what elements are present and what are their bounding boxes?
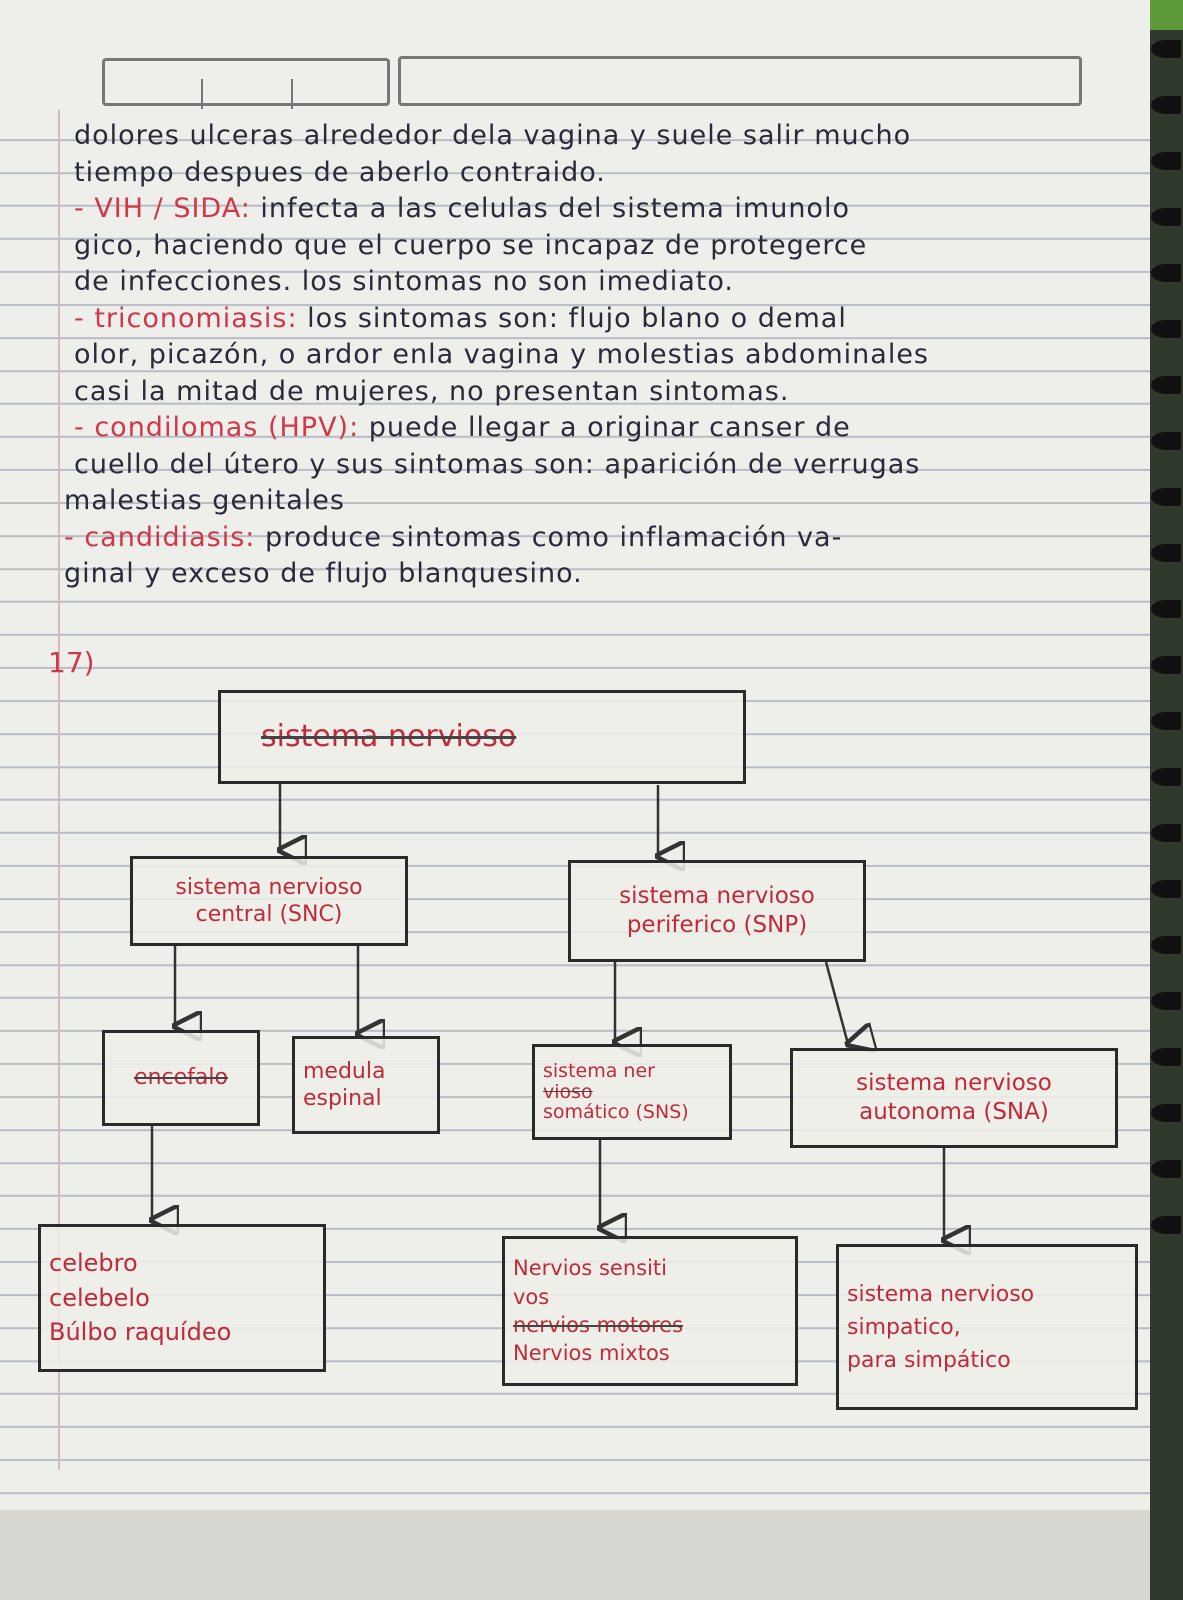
desk-edge	[1150, 0, 1183, 30]
node-label: somático (SNS)	[543, 1101, 689, 1124]
binding-ring	[1151, 656, 1181, 674]
node-sna	[790, 1048, 1118, 1148]
node-label: sistema nervioso	[175, 874, 363, 900]
node-label: medula	[303, 1058, 386, 1084]
node-label: sistema nervioso	[856, 1070, 1052, 1097]
node-medula	[292, 1036, 440, 1134]
note-text: malestias genitales	[64, 485, 345, 516]
node-nervous-system	[218, 690, 746, 784]
binding-ring	[1151, 264, 1181, 282]
node-label: sistema nervioso	[261, 719, 517, 755]
node-label: celebro	[49, 1248, 138, 1277]
node-label: Nervios mixtos	[513, 1341, 670, 1366]
note-term: - triconomiasis:	[74, 302, 308, 334]
binding-ring	[1151, 208, 1181, 226]
note-term: - candidiasis:	[64, 521, 265, 553]
node-snp	[568, 860, 866, 962]
spiral-binding	[1150, 40, 1183, 1440]
node-encefalo	[102, 1030, 260, 1126]
binding-ring	[1151, 1048, 1181, 1066]
node-encefalo-parts	[38, 1224, 326, 1372]
note-text: casi la mitad de mujeres, no presentan sintomas.	[74, 375, 790, 407]
node-label: espinal	[303, 1086, 382, 1111]
note-term: - VIH / SIDA:	[74, 193, 261, 224]
binding-ring	[1151, 768, 1181, 786]
note-text: produce sintomas como inflamación va-	[264, 521, 843, 553]
node-snc	[130, 856, 408, 946]
node-sna-parts	[836, 1244, 1138, 1410]
binding-ring	[1151, 40, 1181, 58]
node-label: nervios motores	[513, 1313, 684, 1337]
binding-ring	[1151, 320, 1181, 338]
node-label: sistema nervioso	[619, 883, 815, 910]
note-text: infecta a las celulas del sistema imunolo	[260, 193, 850, 224]
binding-ring	[1151, 992, 1181, 1010]
binding-ring	[1151, 152, 1181, 170]
node-label: Búlbo raquídeo	[49, 1318, 232, 1347]
binding-ring	[1151, 1216, 1181, 1234]
note-text: de infecciones. los sintomas no son imediato.	[74, 266, 734, 297]
note-text: los sintomas son: flujo blano o demal	[307, 302, 847, 334]
note-text: dolores ulceras alrededor dela vagina y suele salir mucho	[74, 120, 912, 151]
note-term: - condilomas (HPV):	[74, 412, 369, 443]
node-label: periferico (SNP)	[626, 912, 808, 938]
node-label: Nervios sensiti	[513, 1256, 668, 1281]
note-text: tiempo despues de aberlo contraido.	[74, 156, 606, 188]
binding-ring	[1151, 544, 1181, 562]
node-label: central (SNC)	[195, 902, 343, 927]
note-text: gico, haciendo que el cuerpo se incapaz de protegerce	[74, 229, 868, 261]
question-number: 17)	[48, 646, 95, 679]
node-label: para simpático	[847, 1347, 1011, 1373]
node-label: autonoma (SNA)	[859, 1099, 1049, 1125]
binding-ring	[1151, 880, 1181, 898]
note-text: olor, picazón, o ardor enla vagina y molestias abdominales	[74, 339, 930, 370]
binding-ring	[1151, 376, 1181, 394]
note-text: puede llegar a originar canser de	[368, 412, 851, 443]
binding-ring	[1151, 600, 1181, 618]
note-text: cuello del útero y sus sintomas son: aparición de verrugas	[74, 448, 921, 480]
binding-ring	[1151, 488, 1181, 506]
binding-ring	[1151, 1104, 1181, 1122]
binding-ring	[1151, 936, 1181, 954]
node-label: sistema nervioso	[847, 1281, 1035, 1307]
node-label: vos	[513, 1284, 550, 1309]
binding-ring	[1151, 712, 1181, 730]
binding-ring	[1151, 824, 1181, 842]
note-text: ginal y exceso de flujo blanquesino.	[64, 558, 583, 589]
arrow-snp-sna	[826, 962, 848, 1044]
binding-ring	[1151, 96, 1181, 114]
node-label: simpatico,	[847, 1314, 961, 1340]
node-label: celebelo	[49, 1283, 150, 1312]
node-sns	[532, 1044, 732, 1140]
binding-ring	[1151, 1160, 1181, 1178]
node-sns-parts	[502, 1236, 798, 1386]
node-label: sistema ner	[543, 1059, 655, 1082]
binding-ring	[1151, 432, 1181, 450]
node-label: vioso	[543, 1080, 593, 1103]
node-label: encefalo	[134, 1065, 228, 1091]
